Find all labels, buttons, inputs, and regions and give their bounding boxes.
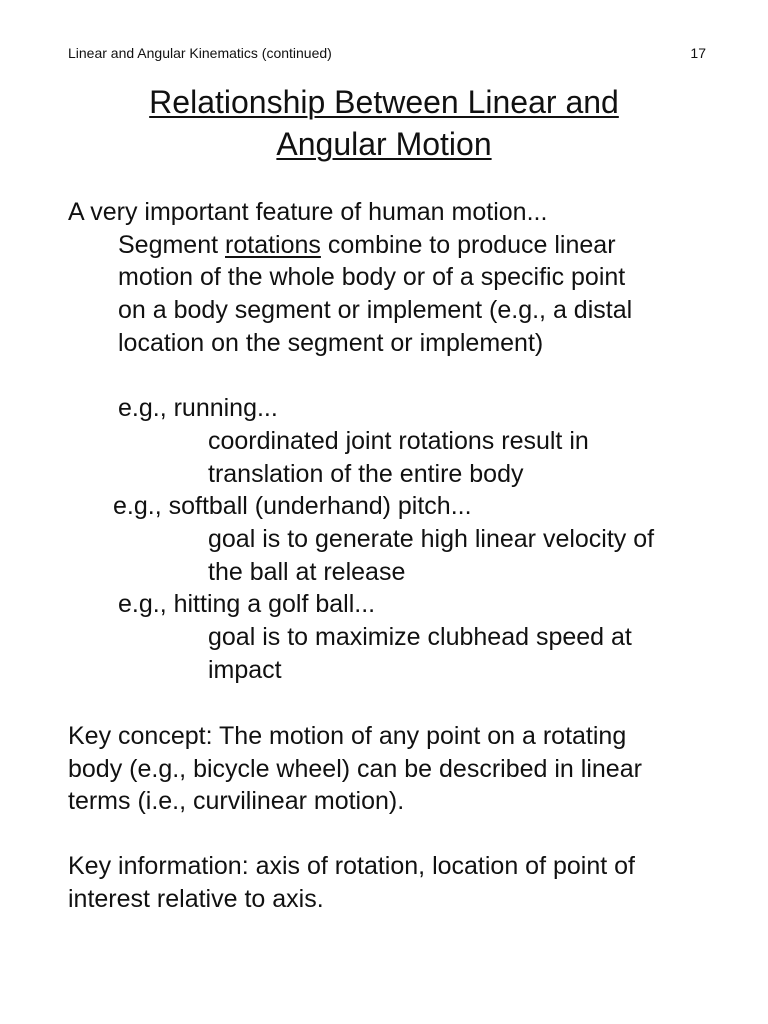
example-golf-detail-2: impact (208, 656, 282, 684)
running-header: Linear and Angular Kinematics (continued) (68, 45, 332, 61)
intro-rotations-underlined: rotations (225, 231, 321, 259)
example-softball-detail-2: the ball at release (208, 558, 406, 586)
key-concept-line-2: body (e.g., bicycle wheel) can be described in linear (68, 755, 642, 783)
intro-segment-line (118, 229, 616, 261)
page-number: 17 (690, 45, 706, 61)
intro-line-4: location on the segment or implement) (118, 329, 544, 357)
intro-segment-suffix: combine to produce linear (320, 231, 616, 259)
example-running-label: e.g., running... (118, 394, 278, 422)
intro-lead: A very important feature of human motion... (68, 198, 548, 226)
page-title-line-2: Angular Motion (276, 126, 492, 162)
key-information-line-2: interest relative to axis. (68, 885, 324, 913)
key-information-line-1: Key information: axis of rotation, location of point of (68, 852, 635, 880)
example-golf-label: e.g., hitting a golf ball... (118, 590, 376, 618)
example-running-detail-1: coordinated joint rotations result in (208, 427, 589, 455)
example-running-detail-2: translation of the entire body (208, 460, 524, 488)
key-concept-line-1: Key concept: The motion of any point on a rotating (68, 722, 627, 750)
example-golf-detail-1: goal is to maximize clubhead speed at (208, 623, 632, 651)
example-softball-label: e.g., softball (underhand) pitch... (113, 492, 472, 520)
example-softball-detail-1: goal is to generate high linear velocity of (208, 525, 655, 553)
intro-line-2: motion of the whole body or of a specific point (118, 263, 626, 291)
key-concept-line-3: terms (i.e., curvilinear motion). (68, 787, 405, 815)
intro-line-3: on a body segment or implement (e.g., a distal (118, 296, 633, 324)
page-title-line-1: Relationship Between Linear and (149, 84, 619, 120)
intro-segment-prefix: Segment (118, 231, 226, 259)
